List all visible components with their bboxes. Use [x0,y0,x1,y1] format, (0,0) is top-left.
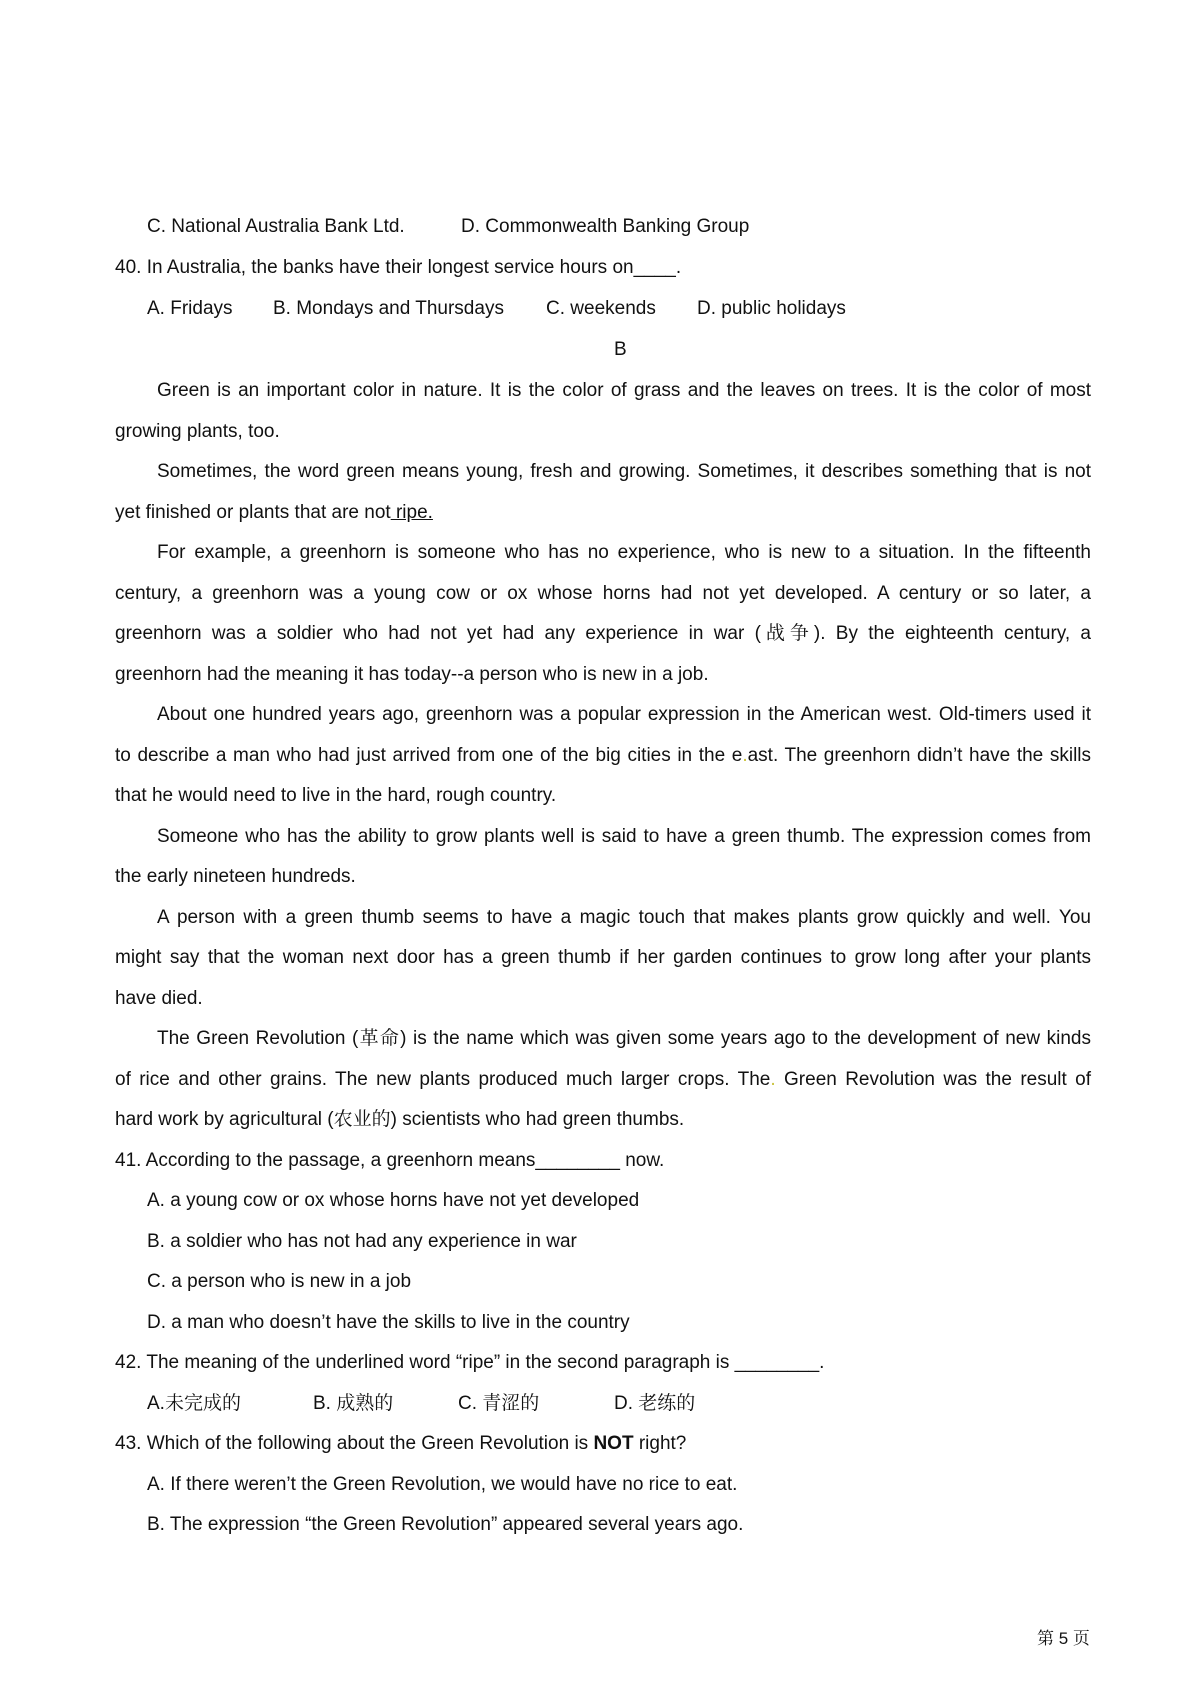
p7-line-2 [115,1068,1091,1092]
p2-line-2 [115,501,433,525]
p6-line-2: might say that the woman next door has a green thumb if her garden continues to grow long after your plants [115,947,1091,968]
q42-option-c: C. 青涩的 [458,1393,540,1414]
p6-line-1: A person with a green thumb seems to have a magic touch that makes plants grow quickly and well. You [157,907,1091,928]
q41-option-d: D. a man who doesn’t have the skills to live in the country [147,1312,630,1333]
q42-option-d: D. 老练的 [614,1393,696,1414]
q40-option-d: D. public holidays [697,298,846,319]
p7-line-1: The Green Revolution (革命) is the name which was given some years ago to the development of new kinds [157,1028,1091,1049]
p5-line-1: Someone who has the ability to grow plants well is said to have a green thumb. The expression comes from [157,826,1091,847]
q41-option-c: C. a person who is new in a job [147,1271,412,1292]
p7-mark: . [770,1069,776,1090]
p3-line-1: For example, a greenhorn is someone who has no experience, who is new to a situation. In the fifteenth [157,542,1091,563]
page-number: 第 5 页 [1037,1629,1090,1648]
q41-option-a: A. a young cow or ox whose horns have not yet developed [147,1190,640,1211]
q40-option-b: B. Mondays and Thursdays [273,298,504,319]
q40-option-c: C. weekends [546,298,656,319]
p6-line-3: have died. [115,988,203,1009]
p1-line-1: Green is an important color in nature. It is the color of grass and the leaves on trees. It is the color of most [157,380,1091,401]
p7-line-2-post: Green Revolution was the result of [775,1069,1092,1090]
p3-line-3: greenhorn was a soldier who had not yet had any experience in war (战争). By the eighteenth century, a [115,623,1091,644]
p4-line-1: About one hundred years ago, greenhorn was a popular expression in the American west. Old-timers used it [157,704,1091,725]
q42-stem: 42. The meaning of the underlined word “ripe” in the second paragraph is ________. [115,1352,825,1373]
q43-option-a: A. If there weren’t the Green Revolution, we would have no rice to eat. [147,1474,738,1495]
q39-option-d: D. Commonwealth Banking Group [461,216,750,237]
q42-option-a: A.未完成的 [147,1393,241,1414]
q40-stem: 40. In Australia, the banks have their longest service hours on____. [115,257,682,278]
p3-line-2: century, a greenhorn was a young cow or ox whose horns had not yet developed. A century or so later, a [115,583,1091,604]
p2-line-2-text: yet finished or plants that are not [115,502,391,523]
q42-option-b: B. 成熟的 [313,1393,394,1414]
q41-option-b: B. a soldier who has not had any experience in war [147,1231,577,1252]
q40-option-a: A. Fridays [147,298,233,319]
q41-stem: 41. According to the passage, a greenhorn means________ now. [115,1150,665,1171]
q43-stem [115,1432,686,1456]
passage-heading: B [614,339,627,360]
q43-stem-bold: NOT [593,1433,634,1454]
underlined-word-ripe: ripe. [390,502,433,523]
p7-line-2-pre: of rice and other grains. The new plants produced much larger crops. The [115,1069,771,1090]
p1-line-2: growing plants, too. [115,421,280,442]
q43-stem-pre: 43. Which of the following about the Green Revolution is [115,1433,594,1454]
q43-option-b: B. The expression “the Green Revolution” appeared several years ago. [147,1514,744,1535]
p7-line-3: hard work by agricultural (农业的) scientists who had green thumbs. [115,1109,685,1130]
p4-line-2-pre: to describe a man who had just arrived from one of the big cities in the e [115,745,743,766]
p5-line-2: the early nineteen hundreds. [115,866,356,887]
p4-mark: . [742,745,748,766]
q39-option-c: C. National Australia Bank Ltd. [147,216,405,237]
p4-line-2-post: ast. The greenhorn didn’t have the skills [747,745,1092,766]
p4-line-3: that he would need to live in the hard, rough country. [115,785,557,806]
p3-line-4: greenhorn had the meaning it has today--a person who is new in a job. [115,664,709,685]
p2-line-1: Sometimes, the word green means young, fresh and growing. Sometimes, it describes something that is not [157,461,1091,482]
p4-line-2 [115,744,1091,768]
q43-stem-post: right? [633,1433,687,1454]
